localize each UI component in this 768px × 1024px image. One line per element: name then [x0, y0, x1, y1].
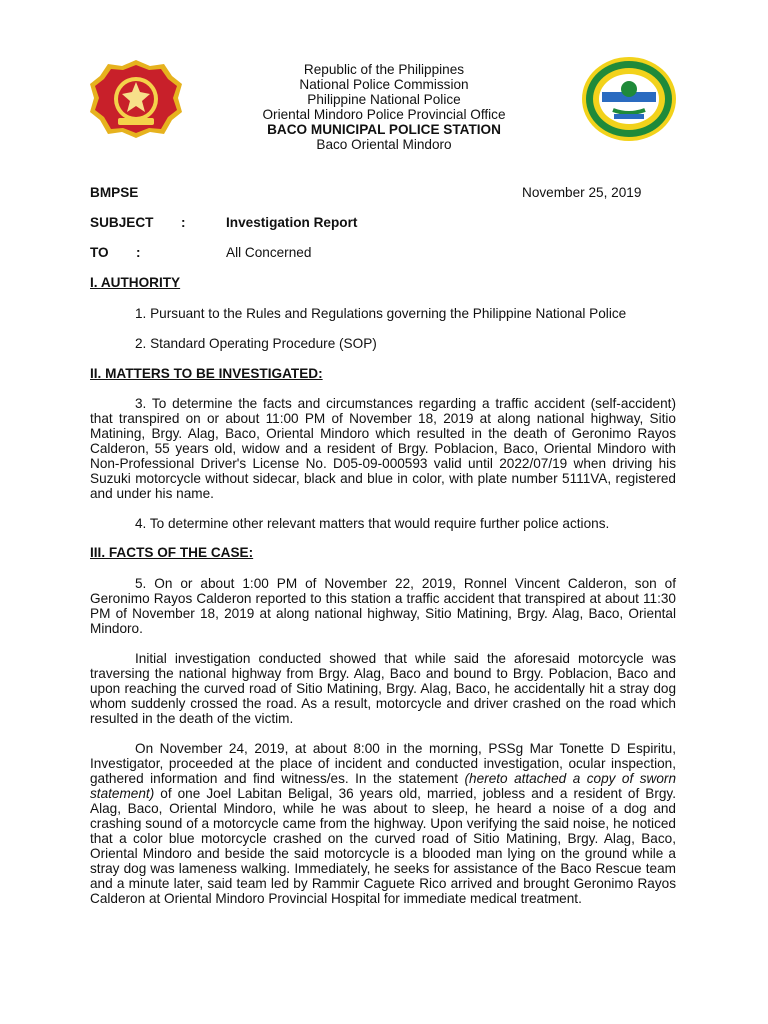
office-code: BMPSE: [90, 185, 139, 200]
subject-colon: :: [181, 215, 186, 230]
header-republic: Republic of the Philippines: [303, 62, 465, 77]
letterhead: [0, 62, 768, 152]
document-date: November 25, 2019: [522, 185, 642, 200]
matters-item-4: 4. To determine other relevant matters that would require further police actions.: [135, 516, 610, 531]
header-provincial-office: Oriental Mindoro Police Provincial Office: [262, 107, 506, 122]
matters-item-3: 3. To determine the facts and circumstances regarding a traffic accident (self-accident) that transpired on or about 11:00 PM of November 18, 2019 at along national highway, Sitio Matining, Brgy. Alag, Baco, Oriental Mindoro which resulted in the death of Geronimo Rayos Calderon, 55 years old, widow and a resident of Brgy. Poblacion, Baco, Oriental Mindoro with Non-Professional Driver's License No. D05-09-000593 valid until 2022/07/19 when driving his Suzuki motorcycle without sidecar, black and blue in color, with plate number 5111VA, registered and under his name.: [90, 396, 676, 501]
matters-heading: II. MATTERS TO BE INVESTIGATED:: [90, 366, 323, 381]
header-pnp: Philippine National Police: [307, 92, 461, 107]
attachment-note: (hereto attached a copy of sworn statement): [90, 771, 677, 801]
facts-initial-investigation: Initial investigation conducted showed that while said the aforesaid motorcycle was traversing the national highway from Brgy. Alag, Baco and bound to Brgy. Poblacion, Baco and upon reaching the curved road of Sitio Matining, Brgy. Alag, Baco, he accidentally hit a stray dog whom suddenly crossed the road. As a result, motorcycle and driver crashed on the road which resulted in the death of the victim.: [90, 651, 676, 726]
subject-label: SUBJECT: [90, 215, 154, 230]
header-station-name: BACO MUNICIPAL POLICE STATION: [267, 122, 501, 137]
authority-item-2: 2. Standard Operating Procedure (SOP): [135, 336, 377, 351]
header-location: Baco Oriental Mindoro: [316, 137, 452, 152]
to-colon: :: [136, 245, 141, 260]
facts-item-5: 5. On or about 1:00 PM of November 22, 2019, Ronnel Vincent Calderon, son of Geronimo Rayos Calderon reported to this station a traffic accident that transpired at about 11:30 PM of November 18, 2019 at along national highway, Sitio Matining, Brgy. Alag, Baco, Oriental Mindoro.: [90, 576, 676, 636]
to-value: All Concerned: [226, 245, 312, 260]
authority-item-1: 1. Pursuant to the Rules and Regulations governing the Philippine National Police: [135, 306, 627, 321]
subject-value: Investigation Report: [226, 215, 358, 230]
authority-heading: I. AUTHORITY: [90, 275, 181, 290]
facts-witness-statement: On November 24, 2019, at about 8:00 in the morning, PSSg Mar Tonette D Espiritu, Investigator, proceeded at the place of incident and conducted investigation, ocular inspection, gathered information and find witness/es. In the statement (hereto attached a copy of sworn statement) of one Joel Labitan Beligal, 36 years old, married, jobless and a resident of Brgy. Alag, Baco, Oriental Mindoro, while he was about to sleep, he heard a noise of a dog and crashing sound of a motorcycle came from the highway. Upon verifying the said noise, he noticed that a color blue motorcycle crashed on the curved road of Sitio Matining, Brgy. Alag, Baco, Oriental Mindoro and beside the said motorcycle is a blooded man lying on the ground while a stray dog was lameness walking. Immediately, he seeks for assistance of the Baco Rescue team and a minute later, said team led by Rammir Caguete Rico arrived and brought Geronimo Rayos Calderon at Oriental Mindoro Provincial Hospital for immediate medical treatment.: [90, 741, 677, 906]
facts-heading: III. FACTS OF THE CASE:: [90, 545, 254, 560]
header-napolcom: National Police Commission: [299, 77, 469, 92]
to-label: TO: [90, 245, 109, 260]
